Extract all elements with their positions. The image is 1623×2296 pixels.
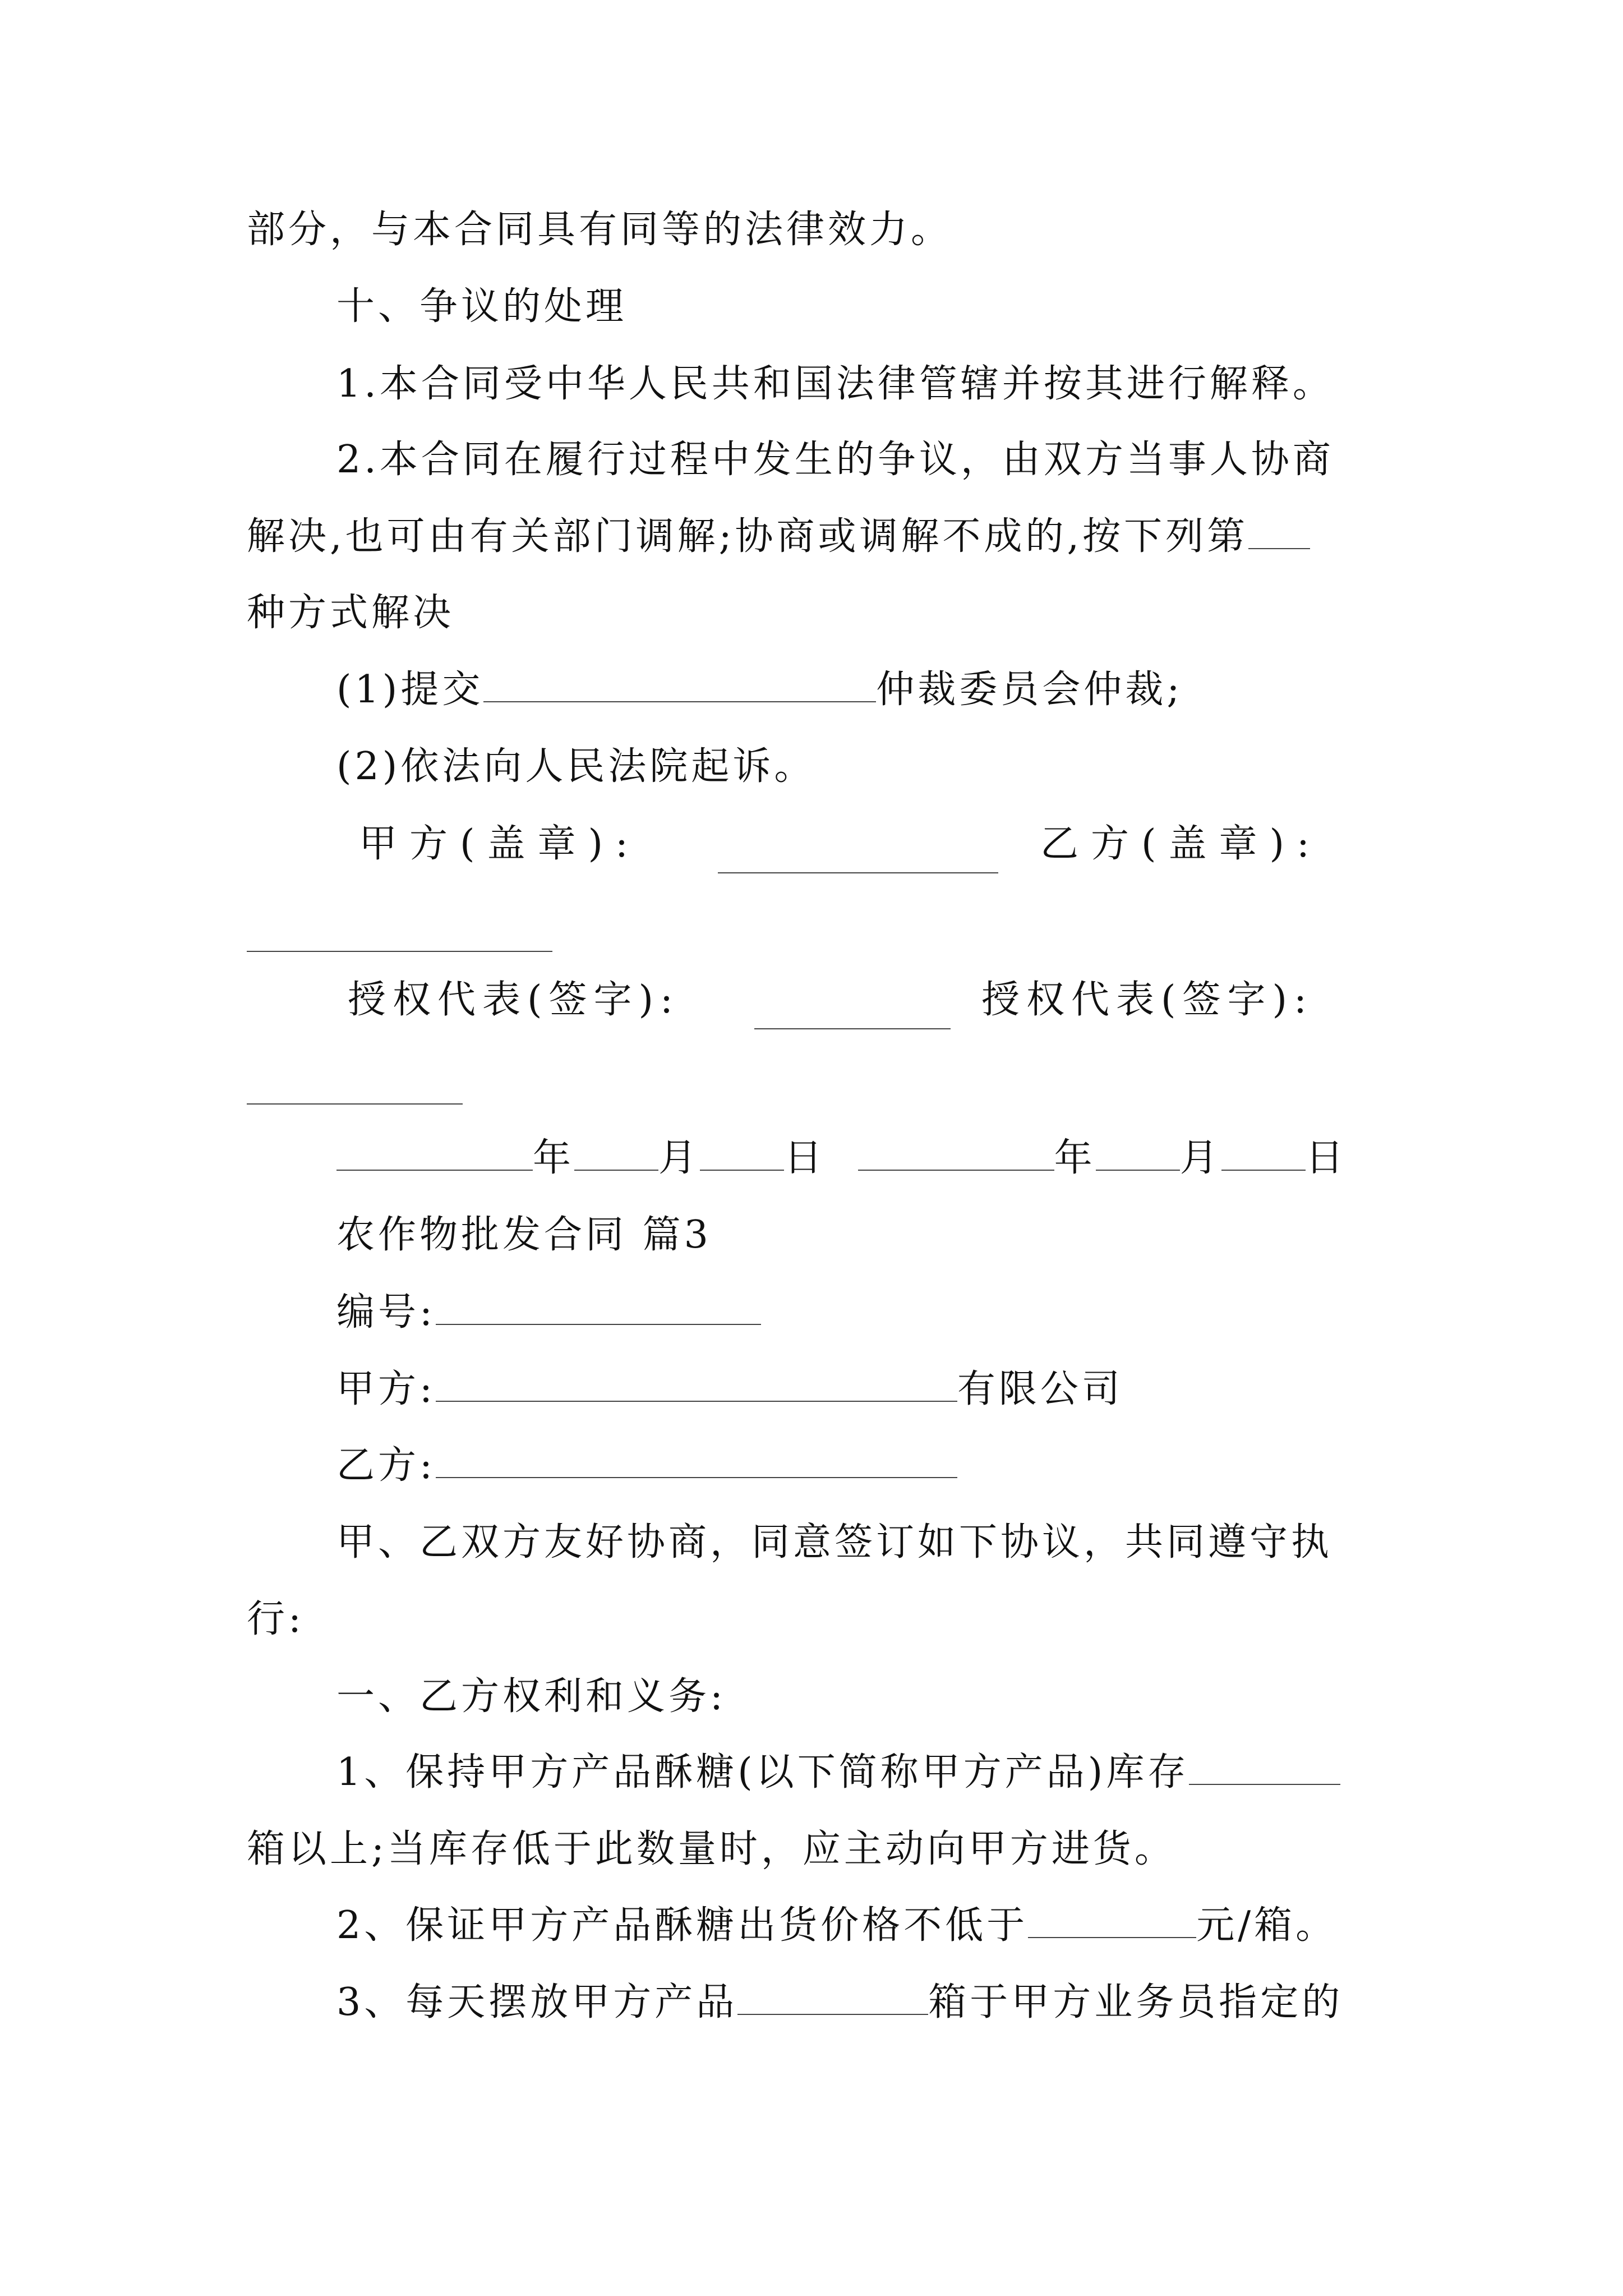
section-heading: 十、争议的处理 — [336, 284, 628, 329]
text-segment: 1、保持甲方产品酥糖(以下简称甲方产品)库存 — [336, 1750, 1189, 1795]
month-label: 月 — [1179, 1136, 1221, 1180]
party-b-label: 乙方: — [336, 1443, 436, 1488]
text-line: 2.本合同在履行过程中发生的争议，由双方当事人协商 — [336, 438, 1334, 482]
contract-title: 农作物批发合同 篇3 — [336, 1213, 712, 1257]
fill-blank — [1189, 1750, 1340, 1785]
year-blank — [336, 1136, 533, 1171]
signature-label-a: 甲方(盖章): — [359, 822, 640, 866]
text-line — [336, 1977, 1343, 2028]
text-segment: 有限公司 — [957, 1367, 1123, 1411]
year-blank — [858, 1136, 1054, 1171]
month-blank — [574, 1136, 658, 1171]
text-line: (2)依法向人民法院起诉。 — [336, 744, 816, 789]
signature-label-b: 乙方(盖章): — [1040, 822, 1322, 866]
text-segment: 2、保证甲方产品酥糖出货价格不低于 — [336, 1903, 1029, 1948]
representative-label-b: 授权代表(签字): — [981, 978, 1313, 1022]
fill-blank — [436, 1443, 957, 1478]
text-segment: 元/箱。 — [1196, 1903, 1338, 1948]
party-a-label: 甲方: — [336, 1367, 436, 1411]
number-label: 编号: — [336, 1290, 436, 1335]
text-line: 甲、乙双方友好协商，同意签订如下协议，共同遵守执 — [336, 1520, 1333, 1565]
text-line: 箱以上;当库存低于此数量时，应主动向甲方进货。 — [247, 1827, 1176, 1871]
section-heading: 一、乙方权利和义务: — [336, 1674, 726, 1719]
fill-blank — [754, 1028, 951, 1029]
text-line — [336, 1441, 957, 1491]
text-line — [336, 1364, 1123, 1415]
fill-blank — [718, 872, 998, 873]
year-label: 年 — [533, 1136, 575, 1180]
fill-blank — [436, 1367, 957, 1402]
text-line — [336, 1287, 761, 1338]
fill-blank — [1248, 514, 1310, 549]
text-line — [336, 1747, 1340, 1798]
text-segment: 仲裁委员会仲裁; — [876, 668, 1183, 712]
fill-blank — [1028, 1903, 1196, 1938]
date-line — [336, 1133, 1347, 1184]
text-line: 种方式解决 — [247, 591, 455, 635]
day-blank — [700, 1136, 784, 1171]
fill-blank — [436, 1290, 761, 1325]
fill-blank — [737, 1980, 928, 2015]
day-blank — [1221, 1136, 1306, 1171]
day-label: 日 — [1305, 1136, 1347, 1180]
text-segment: 解决,也可由有关部门调解;协商或调解不成的,按下列第 — [247, 514, 1249, 559]
text-line — [336, 1901, 1337, 1951]
text-line: 1.本合同受中华人民共和国法律管辖并按其进行解释。 — [336, 362, 1334, 406]
text-line: 部分，与本合同具有同等的法律效力。 — [247, 208, 953, 252]
fill-blank — [483, 668, 876, 702]
fill-blank — [247, 1103, 463, 1105]
month-label: 月 — [658, 1136, 700, 1180]
text-segment: 箱于甲方业务员指定的 — [928, 1980, 1344, 2024]
year-label: 年 — [1054, 1136, 1096, 1180]
text-segment: (1)提交 — [336, 668, 484, 712]
day-label: 日 — [784, 1136, 826, 1180]
month-blank — [1096, 1136, 1180, 1171]
text-line — [336, 665, 1183, 715]
text-line — [247, 512, 1310, 562]
fill-blank — [247, 951, 552, 952]
text-line: 行: — [247, 1597, 305, 1641]
representative-label-a: 授权代表(签字): — [348, 978, 680, 1022]
text-segment: 3、每天摆放甲方产品 — [336, 1980, 738, 2024]
